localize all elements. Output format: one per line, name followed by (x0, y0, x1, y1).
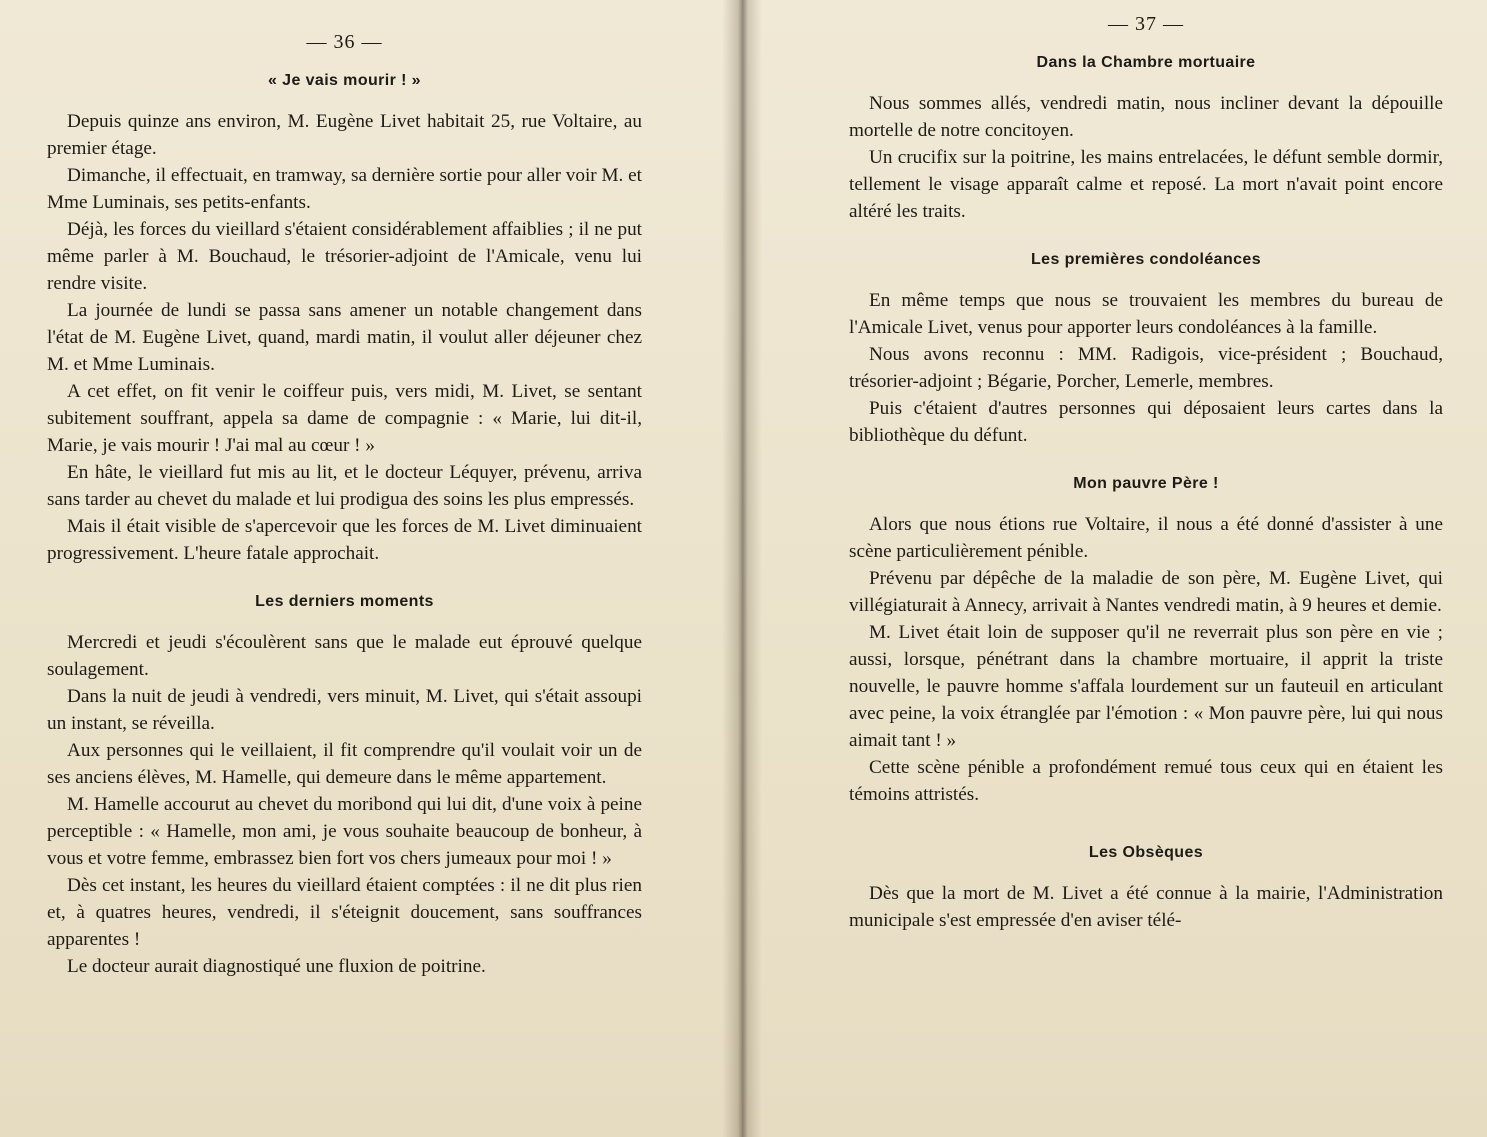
paragraph: A cet effet, on fit venir le coiffeur puis, vers midi, M. Livet, se sentant subitement souffrant, appela sa dame de compagnie : « Marie, lui dit-il, Marie, je vais mourir ! J'ai mal au cœur ! » (47, 381, 642, 456)
paragraph: Nous sommes allés, vendredi matin, nous incliner devant la dépouille mortelle de notre concitoyen. (849, 93, 1443, 141)
paragraph: Mais il était visible de s'apercevoir que les forces de M. Livet diminuaient progressivement. L'heure fatale approchait. (47, 516, 642, 564)
paragraph: Dès que la mort de M. Livet a été connue à la mairie, l'Administration municipale s'est empressée d'en aviser télé- (849, 883, 1443, 931)
paragraph: Déjà, les forces du vieillard s'étaient considérablement affaiblies ; il ne put même parler à M. Bouchaud, le trésorier-adjoint de l'Amicale, venu lui rendre visite. (47, 219, 642, 294)
paragraph: Depuis quinze ans environ, M. Eugène Livet habitait 25, rue Voltaire, au premier étage. (47, 111, 642, 159)
paragraph: Aux personnes qui le veillaient, il fit comprendre qu'il voulait voir un de ses anciens élèves, M. Hamelle, qui demeure dans le même appartement. (47, 740, 642, 788)
section-heading: Mon pauvre Père ! (1073, 475, 1219, 492)
section-heading: « Je vais mourir ! » (268, 72, 421, 89)
paragraph: Dans la nuit de jeudi à vendredi, vers minuit, M. Livet, qui s'était assoupi un instant, se réveilla. (47, 686, 642, 734)
paragraph: Cette scène pénible a profondément remué tous ceux qui en étaient les témoins attristés. (849, 757, 1443, 805)
paragraph: Dimanche, il effectuait, en tramway, sa dernière sortie pour aller voir M. et Mme Luminais, ses petits-enfants. (47, 165, 642, 213)
paragraph: Mercredi et jeudi s'écoulèrent sans que le malade eut éprouvé quelque soulagement. (47, 632, 642, 680)
paragraph: Puis c'étaient d'autres personnes qui déposaient leurs cartes dans la bibliothèque du défunt. (849, 398, 1443, 446)
paragraph: M. Hamelle accourut au chevet du moribond qui lui dit, d'une voix à peine perceptible : « Hamelle, mon ami, je vous souhaite beaucoup de bonheur, à vous et votre femme, embrassez bien fort vos chers jumeaux pour moi ! » (47, 794, 642, 869)
paragraph: Dès cet instant, les heures du vieillard étaient comptées : il ne dit plus rien et, à quatres heures, vendredi, il s'éteignit doucement, sans souffrances apparentes ! (47, 875, 642, 950)
page-number: — 36 — (306, 31, 383, 53)
paragraph: La journée de lundi se passa sans amener un notable changement dans l'état de M. Eugène Livet, quand, mardi matin, il voulut aller déjeuner chez M. et Mme Luminais. (47, 300, 642, 375)
paragraph: Nous avons reconnu : MM. Radigois, vice-président ; Bouchaud, trésorier-adjoint ; Bégarie, Porcher, Lemerle, membres. (849, 344, 1443, 392)
right-page (740, 0, 1487, 1137)
section-heading: Dans la Chambre mortuaire (1036, 54, 1256, 71)
left-page (0, 0, 740, 1137)
paragraph: En hâte, le vieillard fut mis au lit, et le docteur Léquyer, prévenu, arriva sans tarder au chevet du malade et lui prodigua des soins les plus empressés. (47, 462, 642, 510)
paragraph: En même temps que nous se trouvaient les membres du bureau de l'Amicale Livet, venus pour apporter leurs condoléances à la famille. (849, 290, 1443, 338)
paragraph: Le docteur aurait diagnostiqué une fluxion de poitrine. (67, 956, 486, 977)
section-heading: Les Obsèques (1088, 844, 1204, 861)
paragraph: Alors que nous étions rue Voltaire, il nous a été donné d'assister à une scène particulièrement pénible. (849, 514, 1443, 562)
paragraph: M. Livet était loin de supposer qu'il ne reverrait plus son père en vie ; aussi, lorsque, pénétrant dans la chambre mortuaire, il apprit la triste nouvelle, le pauvre homme s'affala lourdement sur un fauteuil en articulant avec peine, la voix étranglée par l'émotion : « Mon pauvre père, lui qui nous aimait tant ! » (849, 622, 1443, 751)
section-heading: Les premières condoléances (1030, 251, 1262, 268)
paragraph: Un crucifix sur la poitrine, les mains entrelacées, le défunt semble dormir, tellement le visage apparaît calme et reposé. La mort n'avait point encore altéré les traits. (849, 147, 1443, 222)
section-heading: Les derniers moments (255, 593, 434, 610)
paragraph: Prévenu par dépêche de la maladie de son père, M. Eugène Livet, qui villégiaturait à Annecy, arrivait à Nantes vendredi matin, à 9 heures et demie. (849, 568, 1443, 616)
page-number: — 37 — (1108, 13, 1184, 35)
